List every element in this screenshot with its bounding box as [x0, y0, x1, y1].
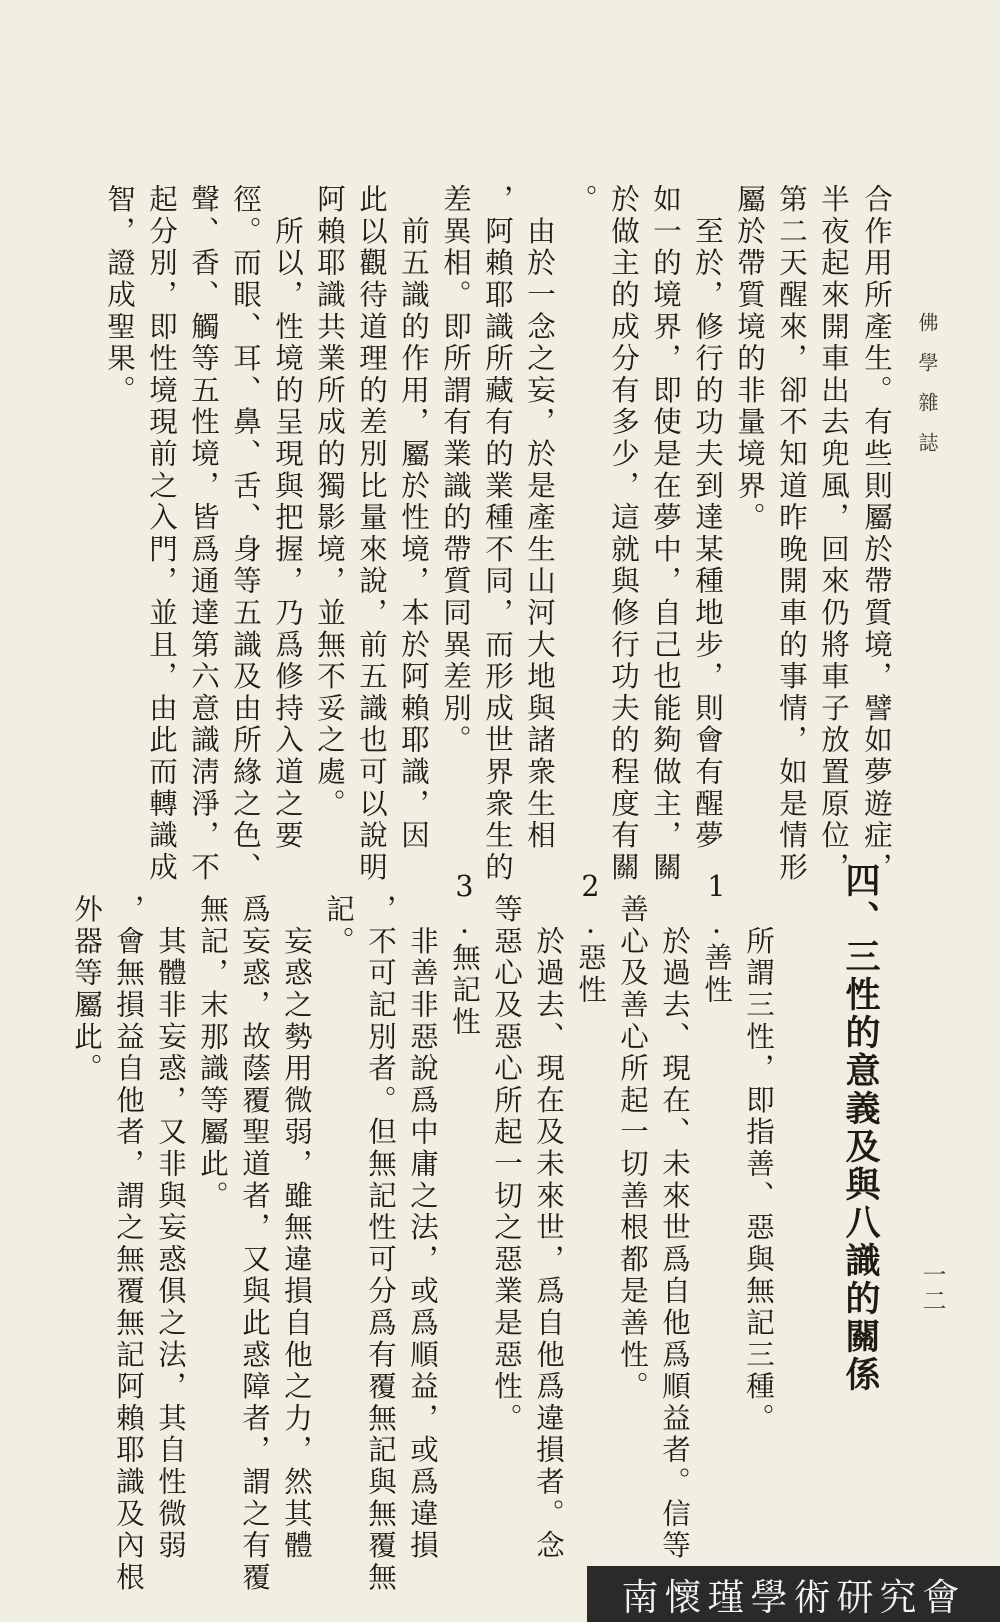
text-column: ，阿賴耶識所藏有的業種不同，而形成世界衆生的	[481, 184, 514, 884]
text-column: 其體非妄惑，又非與妄惑俱之法，其自性微弱	[154, 894, 187, 1562]
text-column: 至於，修行的功夫到達某種地步，則會有醒夢	[691, 184, 724, 852]
text-column: 徑。而眼、耳、鼻、舌、身等五識及由所緣之色、	[229, 184, 262, 884]
text-column: 記。	[322, 894, 355, 958]
text-column: 半夜起來開車出去兜風，回來仍將車子放置原位，	[817, 184, 850, 884]
subheading: 3.無記性	[448, 870, 481, 1038]
text-column: 屬於帶質境的非量境界。	[733, 184, 766, 534]
text-column: 阿賴耶識共業所成的獨影境，並無不妥之處。	[313, 184, 346, 820]
text-column: 智，證成聖果。	[103, 184, 136, 407]
text-column: 聲、香、觸等五性境，皆爲通達第六意識淸淨，不	[187, 184, 220, 884]
page-number: 一二	[918, 1262, 946, 1314]
text-column: 等惡心及惡心所起一切之惡業是惡性。	[490, 894, 523, 1435]
text-column: 此以觀待道理的差別比量來說，前五識也可以說明	[355, 184, 388, 884]
text-column: ，會無損益自他者，謂之無覆無記阿賴耶識及內根	[112, 894, 145, 1594]
text-column: 起分別，即性境現前之入門，並且，由此而轉識成	[145, 184, 178, 884]
watermark-band	[587, 1566, 1000, 1622]
text-column: 。	[565, 184, 598, 216]
text-column: 由於一念之妄，於是產生山河大地與諸衆生相	[523, 184, 556, 852]
text-column: 所謂三性，即指善、惡與無記三種。	[742, 894, 775, 1435]
text-column: 爲妄惑，故蔭覆聖道者，又與此惑障者，謂之有覆	[238, 894, 271, 1594]
text-column: ，不可記別者。但無記性可分爲有覆無記與無覆無	[364, 894, 397, 1594]
text-column: 於過去、現在、未來世爲自他爲順益者。信等	[658, 894, 691, 1562]
text-column: 前五識的作用，屬於性境，本於阿賴耶識，因	[397, 184, 430, 852]
text-column: 妄惑之勢用微弱，雖無違損自他之力，然其體	[280, 894, 313, 1562]
text-column: 合作用所產生。有些則屬於帶質境，譬如夢遊症，	[860, 184, 893, 884]
text-column: 於做主的成分有多少，這就與修行功夫的程度有關	[607, 184, 640, 884]
text-column: 無記，末那識等屬此。	[196, 894, 229, 1212]
text-column: 善心及善心所起一切善根都是善性。	[616, 894, 649, 1403]
text-column: 第二天醒來，卻不知道昨晚開車的事情，如是情形	[775, 184, 808, 884]
subheading: 2.惡性	[574, 870, 607, 1007]
text-column: 差異相。即所謂有業識的帶質同異差別。	[439, 184, 472, 757]
section-heading: 四、三性的意義及與八識的關係	[840, 862, 880, 1394]
text-column: 如一的境界，即使是在夢中，自己也能夠做主，關	[649, 184, 682, 884]
text-column: 外器等屬此。	[70, 894, 103, 1085]
magazine-title: 佛學雜誌	[915, 312, 939, 472]
text-column: 所以，性境的呈現與把握，乃爲修持入道之要	[271, 184, 304, 852]
text-column: 非善非惡說爲中庸之法，或爲順益，或爲違損	[406, 894, 439, 1562]
subheading: 1.善性	[700, 870, 733, 1007]
watermark-text: 南懷瑾學術研究會	[621, 1576, 966, 1619]
text-column: 於過去、現在及未來世，爲自他爲違損者。念	[532, 894, 565, 1562]
